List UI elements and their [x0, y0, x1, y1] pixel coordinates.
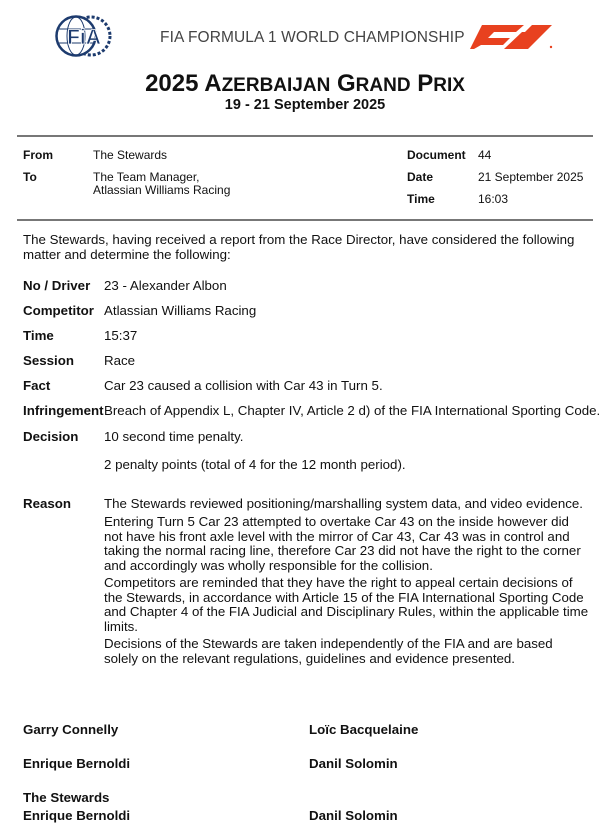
session-label: Session [23, 353, 74, 368]
divider-bottom [17, 219, 593, 221]
clipped-signature-right: Danil Solomin [309, 808, 398, 823]
session-value: Race [104, 353, 136, 368]
clipped-signature-row [0, 806, 610, 823]
reason-paragraph-1: The Stewards reviewed positioning/marshalling system data, and video evidence. [104, 496, 583, 511]
steward-signature-4: Danil Solomin [309, 756, 398, 771]
svg-text:FiA: FiA [67, 26, 101, 49]
date-value: 21 September 2025 [478, 170, 584, 184]
event-dates: 19 - 21 September 2025 [224, 97, 386, 113]
f1-logo [472, 25, 554, 49]
time-value: 16:03 [478, 192, 509, 206]
competitor-value: Atlassian Williams Racing [104, 303, 257, 318]
fact-label: Fact [23, 378, 51, 393]
from-label: From [23, 148, 53, 162]
infringement-value: Breach of Appendix L, Chapter IV, Article 2 d) of the FIA International Sporting Code. [104, 403, 601, 418]
document-label: Document [407, 148, 466, 162]
fia-logo [55, 15, 113, 57]
championship-title: FIA FORMULA 1 WORLD CHAMPIONSHIP [160, 29, 465, 46]
reason-label: Reason [23, 496, 72, 511]
date-label: Date [407, 170, 434, 184]
incident-time-value: 15:37 [104, 328, 138, 343]
infringement-label: Infringement [23, 403, 104, 418]
event-title: 2025 AZERBAIJAN GRAND PRIX [145, 70, 465, 97]
intro-paragraph: The Stewards, having received a report from the Race Director, have considered the following matter and determine the following: [23, 232, 575, 262]
decision-label: Decision [23, 429, 79, 444]
stewards-footer: The Stewards [23, 790, 110, 805]
fact-value: Car 23 caused a collision with Car 43 in Turn 5. [104, 378, 383, 393]
driver-label: No / Driver [23, 278, 91, 293]
reason-paragraph-2: Entering Turn 5 Car 23 attempted to overtake Car 43 on the inside however did not have his front axle level with the mirror of Car 43, Car 43 was in control and taking the normal racing line, therefore Car 23 did not have the right to the corner and accordingly was wholly responsible for the collision. [104, 514, 581, 573]
competitor-label: Competitor [23, 303, 94, 318]
from-value: The Stewards [93, 148, 168, 162]
reason-paragraph-4: Decisions of the Stewards are taken independently of the FIA and are based solely on the relevant regulations, guidelines and evidence presented. [104, 636, 553, 666]
driver-value: 23 - Alexander Albon [104, 278, 227, 293]
steward-signature-1: Garry Connelly [23, 722, 119, 737]
steward-signature-3: Enrique Bernoldi [23, 756, 131, 771]
to-label: To [23, 170, 37, 184]
divider-top [17, 135, 593, 137]
incident-time-label: Time [23, 328, 54, 343]
reason-paragraph-3: Competitors are reminded that they have the right to appeal certain decisions of the Stewards, in accordance with Article 15 of the FIA International Sporting Code and Chapter 4 of the FIA Judicial and Disciplinary Rules, within the applicable time limits. [104, 575, 589, 634]
to-value: The Team Manager, Atlassian Williams Racing [93, 170, 231, 197]
steward-signature-2: Loïc Bacquelaine [309, 722, 419, 737]
decision-value-2: 2 penalty points (total of 4 for the 12 month period). [104, 457, 406, 472]
time-label: Time [407, 192, 435, 206]
document-value: 44 [478, 148, 492, 162]
clipped-signature-left: Enrique Bernoldi [23, 808, 131, 823]
decision-value-1: 10 second time penalty. [104, 429, 244, 444]
